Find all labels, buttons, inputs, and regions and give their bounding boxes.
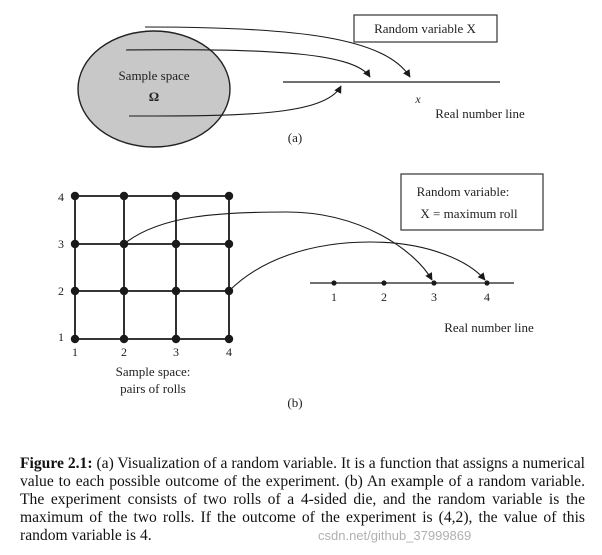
caption-label: Figure 2.1: xyxy=(20,455,93,472)
grid-point-1-3 xyxy=(71,240,79,248)
grid-point-3-2 xyxy=(172,287,180,295)
panel-b xyxy=(58,174,543,410)
x-tick-2: 2 xyxy=(121,345,127,359)
real-number-line-label-a: Real number line xyxy=(435,106,525,121)
number-line-tick-3: 3 xyxy=(431,290,437,304)
grid-point-2-1 xyxy=(120,335,128,343)
grid-point-4-4 xyxy=(225,192,233,200)
grid-point-3-4 xyxy=(172,192,180,200)
grid-point-4-1 xyxy=(225,335,233,343)
random-variable-b-line1: Random variable: xyxy=(416,184,510,199)
panel-a xyxy=(78,15,525,147)
real-number-line-label-b: Real number line xyxy=(444,320,534,335)
grid-dots xyxy=(71,192,233,343)
number-line-point-3 xyxy=(431,280,436,285)
sample-space-omega: Ω xyxy=(148,89,160,104)
y-tick-4: 4 xyxy=(58,190,64,204)
sample-space-label-b-line1: Sample space: xyxy=(115,364,191,379)
y-tick-2: 2 xyxy=(58,284,64,298)
random-variable-b-line2: X = maximum roll xyxy=(420,206,518,221)
grid-point-2-4 xyxy=(120,192,128,200)
random-variable-box-b xyxy=(401,174,543,230)
sample-space-label: Sample space xyxy=(118,68,190,83)
sample-space-label-b-line2: pairs of rolls xyxy=(120,381,186,396)
watermark: csdn.net/github_37999869 xyxy=(318,528,472,543)
x-tick-4: 4 xyxy=(226,345,232,359)
caption-text: (a) Visualization of a random variable. It is a function that assigns a numerical value to each possible outcome of the experiment. (b) An example of a random variable. The experiment consists of two rolls of a 4-sided die, and the random variable is the maximum of the two rolls. If the outcome of the experiment is (4,2), the value of this random variable is 4. xyxy=(20,455,585,544)
x-tick-1: 1 xyxy=(72,345,78,359)
number-line-point-2 xyxy=(381,280,386,285)
grid-point-4-3 xyxy=(225,240,233,248)
number-line-tick-4: 4 xyxy=(484,290,490,304)
y-tick-1: 1 xyxy=(58,330,64,344)
grid-point-1-4 xyxy=(71,192,79,200)
y-tick-3: 3 xyxy=(58,237,64,251)
x-tick-3: 3 xyxy=(173,345,179,359)
mapping-arrow-b-1 xyxy=(124,212,432,280)
grid-point-3-3 xyxy=(172,240,180,248)
grid-point-3-1 xyxy=(172,335,180,343)
number-line-point-1 xyxy=(331,280,336,285)
number-line-tick-2: 2 xyxy=(381,290,387,304)
random-variable-label: Random variable X xyxy=(374,21,476,36)
number-line-tick-1: 1 xyxy=(331,290,337,304)
panel-b-label: (b) xyxy=(287,395,303,410)
grid-point-1-1 xyxy=(71,335,79,343)
figure-caption xyxy=(20,455,585,545)
number-line-point-4 xyxy=(484,280,489,285)
panel-a-label: (a) xyxy=(287,130,303,145)
grid-point-1-2 xyxy=(71,287,79,295)
sample-grid xyxy=(75,196,229,339)
x-value-label: x xyxy=(415,92,421,106)
grid-point-2-2 xyxy=(120,287,128,295)
